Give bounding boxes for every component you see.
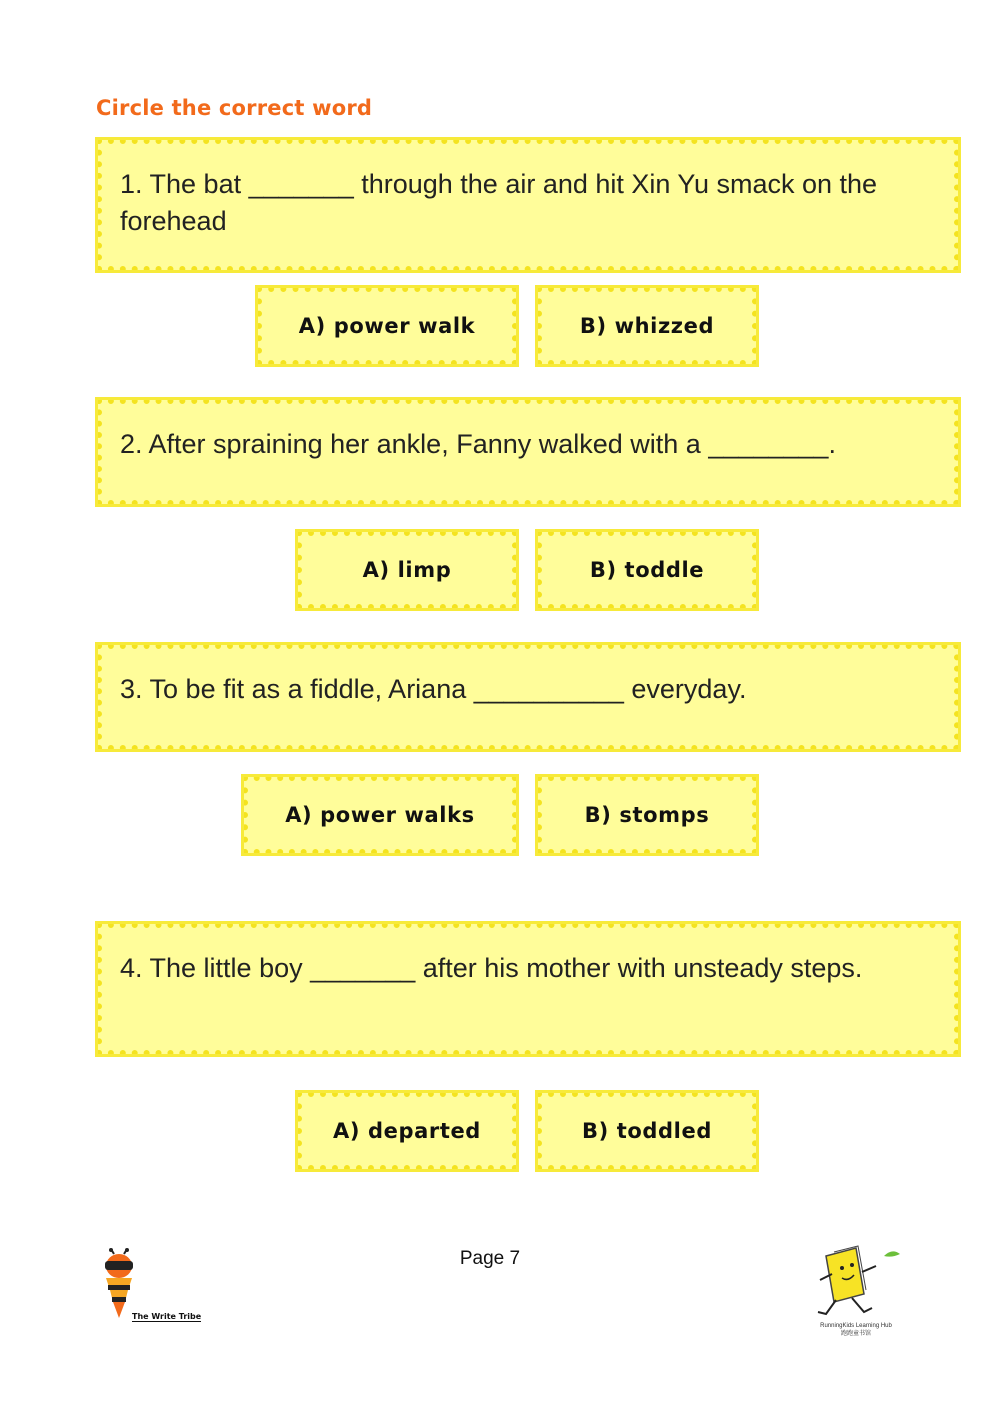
question-2-option-a[interactable]: A) limp [296, 530, 518, 610]
question-4-option-a[interactable]: A) departed [296, 1091, 518, 1171]
question-3-option-a[interactable]: A) power walks [242, 775, 518, 855]
running-book-logo-text [806, 1322, 906, 1338]
question-4-text: 4. The little boy _______ after his mother with unsteady steps. [120, 953, 863, 983]
instruction-heading: Circle the correct word [96, 96, 373, 120]
question-3-text: 3. To be fit as a fiddle, Ariana __________ everyday. [120, 674, 747, 704]
page-number: Page 7 [459, 1248, 521, 1269]
running-book-logo-line2: 跑跑童书馆 [840, 1331, 871, 1337]
question-4-option-b[interactable]: B) toddled [536, 1091, 758, 1171]
question-1-box [96, 138, 960, 272]
write-tribe-logo-text: The Write Tribe [132, 1312, 202, 1321]
question-2-text: 2. After spraining her ankle, Fanny walked with a ________. [120, 429, 836, 459]
question-3-box [96, 643, 960, 751]
question-2-box [96, 398, 960, 506]
question-4-box [96, 922, 960, 1056]
question-1-option-b[interactable]: B) whizzed [536, 286, 758, 366]
running-book-logo-icon [812, 1244, 912, 1324]
question-1-text: 1. The bat _______ through the air and hit Xin Yu smack on the forehead [120, 169, 878, 236]
question-1-option-a[interactable]: A) power walk [256, 286, 518, 366]
question-3-option-b[interactable]: B) stomps [536, 775, 758, 855]
running-book-logo-line1: RunningKids Learning Hub [820, 1323, 892, 1329]
question-2-option-b[interactable]: B) toddle [536, 530, 758, 610]
